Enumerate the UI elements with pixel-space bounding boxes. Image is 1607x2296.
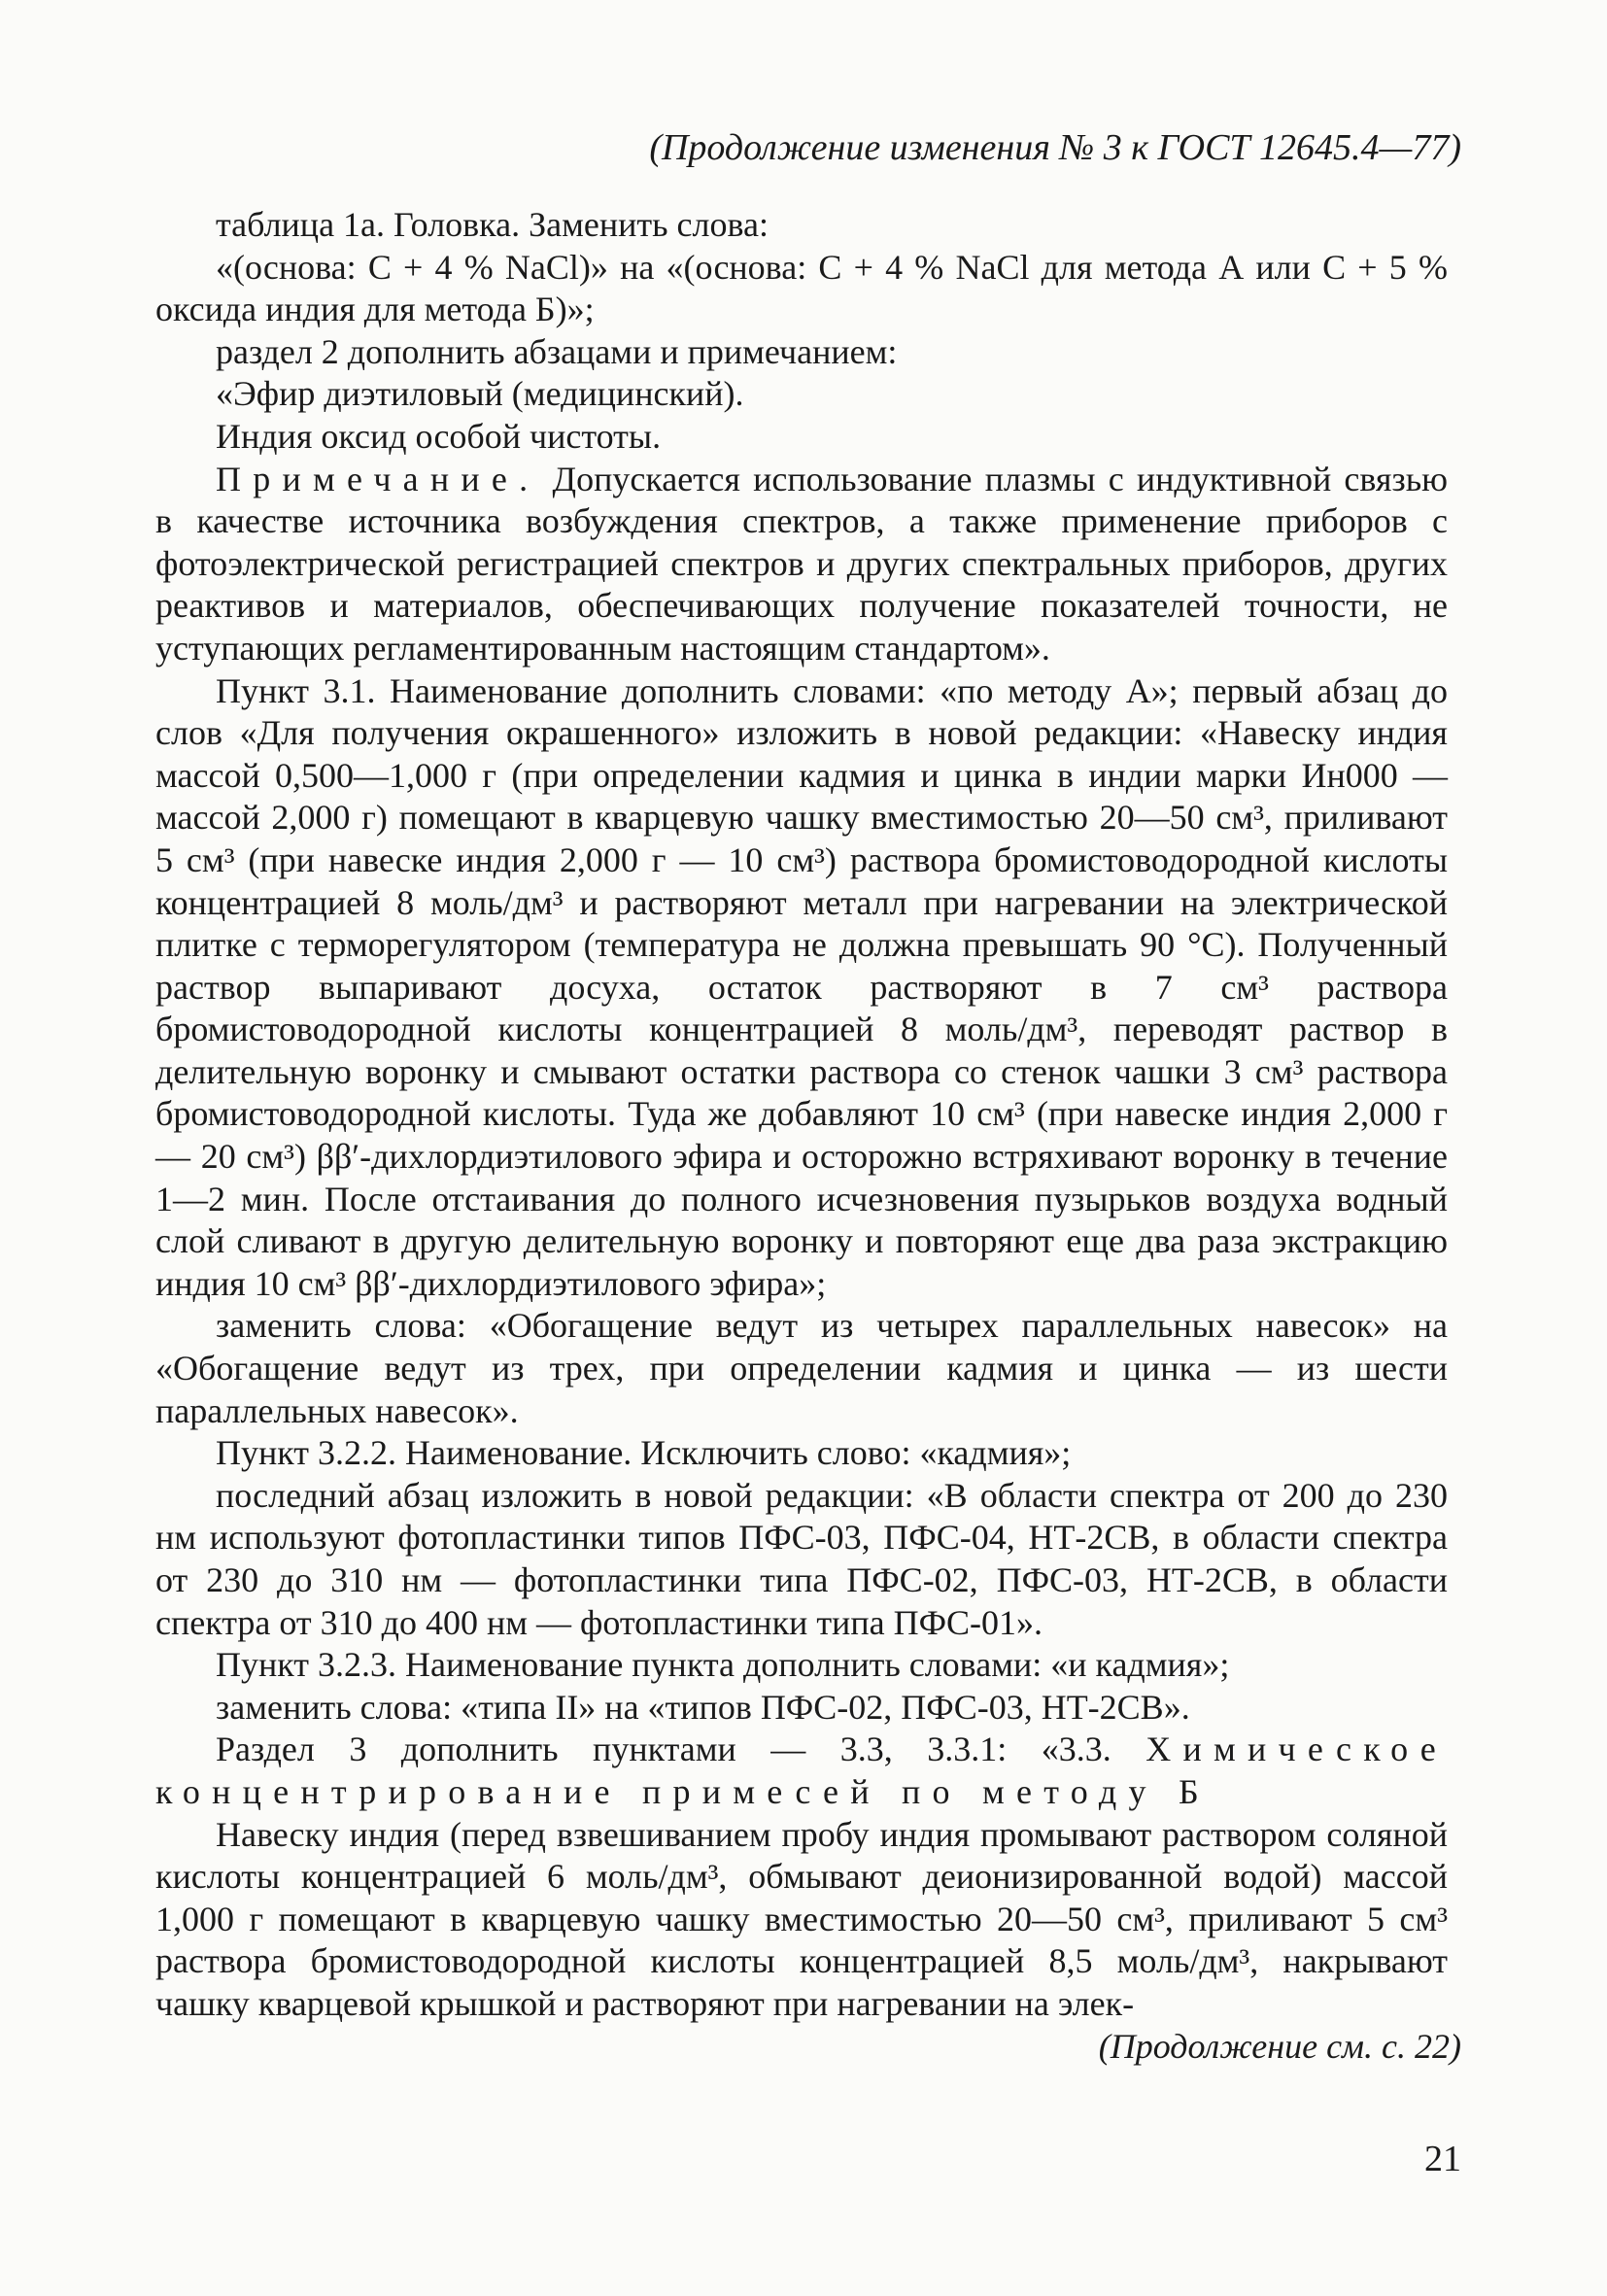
paragraph: таблица 1а. Головка. Заменить слова: <box>216 205 769 244</box>
page-number: 21 <box>1424 2139 1461 2179</box>
paragraph: раздел 2 дополнить абзацами и примечанием: <box>216 331 898 371</box>
section-3-lead: Раздел 3 дополнить пунктами — 3.3, 3.3.1: «3.3. <box>216 1730 1146 1769</box>
paragraph: Навеску индия (перед взвешиванием пробу индия промывают раствором соляной кислоты концентрацией 6 моль/дм³, обмывают деионизированной водой) массой 1,000 г помещают в кварцевую чашку вместимостью 20—50 см³, приливают 5 см³ раствора бромистоводородной кислоты концентрацией 8,5 моль/дм³, накрывают чашку кварцевой крышкой и растворяют при нагревании на элек- <box>155 1814 1448 2023</box>
paragraph: «(основа: С + 4 % NaCl)» на «(основа: С + 4 % NaCl для метода А или С + 5 % оксида индия для метода Б)»; <box>155 247 1448 329</box>
paragraph: «Эфир диэтиловый (медицинский). <box>216 374 744 414</box>
note-label: Примечание. <box>216 459 540 498</box>
paragraph: заменить слова: «Обогащение ведут из четырех параллельных навесок» на «Обогащение ведут из трех, при определении кадмия и цинка — из шести параллельных навесок». <box>155 1306 1448 1430</box>
page-header: (Продолжение изменения № 3 к ГОСТ 12645.4—77) <box>649 127 1461 168</box>
paragraph-punkt-3-2-3: Пункт 3.2.3. Наименование пункта дополнить словами: «и кадмия»; <box>216 1645 1230 1685</box>
paragraph: заменить слова: «типа II» на «типов ПФС-02, ПФС-03, НТ-2СВ». <box>216 1687 1190 1727</box>
paragraph: Индия оксид особой чистоты. <box>216 416 662 456</box>
paragraph-punkt-3-1: Пункт 3.1. Наименование дополнить словами: «по методу А»; первый абзац до слов «Для получения окрашенного» изложить в новой редакции: «Навеску индия массой 0,500—1,000 г (при определении кадмия и цинка в индии марки Ин000 — массой 2,000 г) помещают в кварцевую чашку вместимостью 20—50 см³, приливают 5 см³ (при навеске индия 2,000 г — 10 см³) раствора бромистоводородной кислоты концентрацией 8 моль/дм³ и растворяют металл при нагревании на электрической плитке с терморегулятором (температура не должна превышать 90 °С). Полученный раствор выпаривают досуха, остаток растворяют в 7 см³ раствора бромистоводородной кислоты концентрацией 8 моль/дм³, переводят раствор в делительную воронку и смывают остатки раствора со стенок чашки 3 см³ раствора бромистоводородной кислоты. Туда же добавляют 10 см³ (при навеске индия 2,000 г — 20 см³) ββ′-дихлордиэтилового эфира и осторожно встряхивают воронку в течение 1—2 мин. После отстаивания до полного исчезновения пузырьков воздуха водный слой сливают в другую делительную воронку и повторяют еще два раза экстракцию индия 10 см³ ββ′-дихлордиэтилового эфира»; <box>155 670 1448 1303</box>
section-3-title: Химическое концентрирование примесей по методу Б <box>155 1730 1448 1811</box>
continuation-note: (Продолжение см. с. 22) <box>1098 2027 1461 2066</box>
paragraph: последний абзац изложить в новой редакции: «В области спектра от 200 до 230 нм используют фотопластинки типов ПФС-03, ПФС-04, НТ-2СВ, в области спектра от 230 до 310 нм — фотопластинки типа ПФС-02, ПФС-03, НТ-2СВ, в области спектра от 310 до 400 нм — фотопластинки типа ПФС-01». <box>155 1475 1448 1642</box>
note-paragraph <box>155 459 1448 670</box>
section-3-paragraph <box>155 1729 1448 1813</box>
document-body <box>155 204 1448 2026</box>
paragraph-punkt-3-2-2: Пункт 3.2.2. Наименование. Исключить слово: «кадмия»; <box>216 1433 1072 1473</box>
note-text: Допускается использование плазмы с индуктивной связью в качестве источника возбуждения спектров, а также применение приборов с фотоэлектрической регистрацией спектров и других спектральных приборов, других реактивов и материалов, обеспечивающих получение показателей точности, не уступающих регламентированным настоящим стандартом». <box>155 459 1448 668</box>
